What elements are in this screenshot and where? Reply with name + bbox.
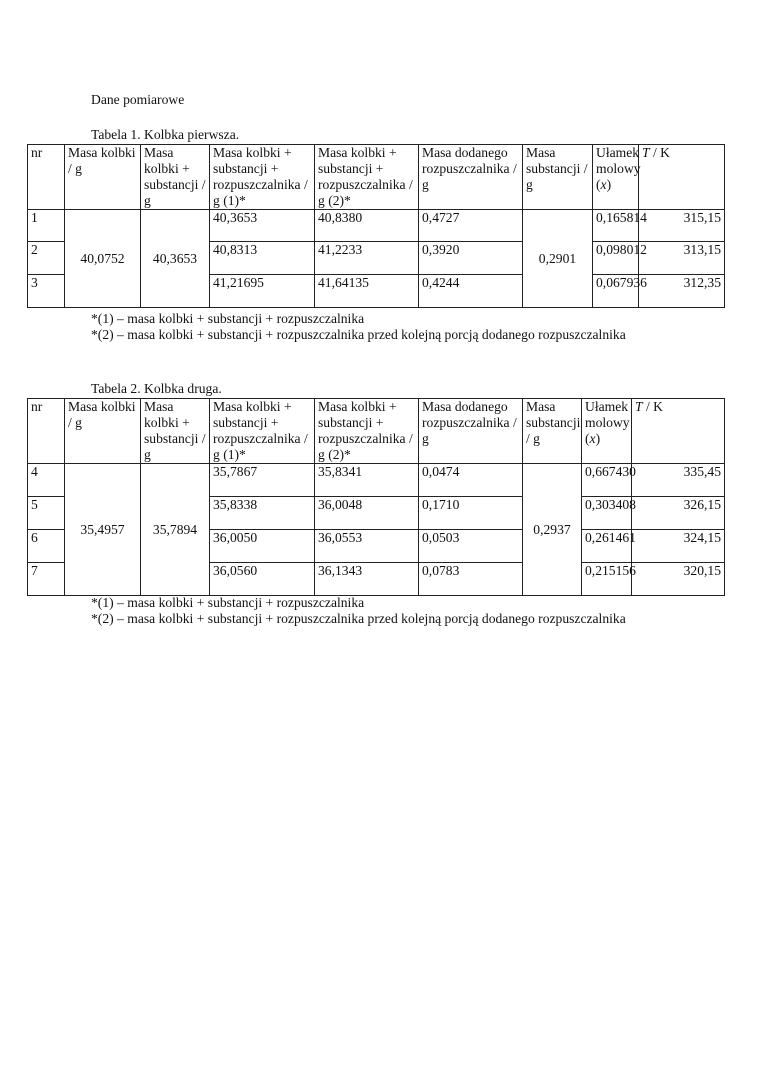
header-masa-kolbki: Masa kolbki / g <box>65 145 141 210</box>
cell-masa-2: 36,1343 <box>315 563 419 596</box>
header-masa-kolbki-substancji: Masa kolbki + substancji / g <box>141 145 210 210</box>
cell-masa-2: 36,0048 <box>315 497 419 530</box>
table1-footnotes <box>91 311 651 343</box>
cell-masa-dodanego: 0,0474 <box>419 464 523 497</box>
cell-masa-dodanego: 0,3920 <box>419 242 523 275</box>
cell-ulamek: 0,098012 <box>593 242 639 275</box>
table-row <box>28 210 725 242</box>
cell-temperature: 313,15 <box>639 242 725 275</box>
footnote-2: *(2) – masa kolbki + substancji + rozpuszczalnika przed kolejną porcją dodanego rozpuszczalnika <box>91 327 626 342</box>
header-ulamek: Ułamek molowy (x) <box>593 145 639 210</box>
cell-masa-substancji: 0,2937 <box>523 464 582 596</box>
cell-ulamek: 0,303408 <box>582 497 632 530</box>
cell-masa-2: 41,2233 <box>315 242 419 275</box>
cell-masa-kolbki-substancji: 40,3653 <box>141 210 210 308</box>
cell-temperature: 335,45 <box>632 464 725 497</box>
header-temperature: T / K <box>632 399 725 464</box>
cell-masa-1: 36,0050 <box>210 530 315 563</box>
cell-masa-dodanego: 0,0783 <box>419 563 523 596</box>
header-masa-2: Masa kolbki + substancji + rozpuszczalnika / g (2)* <box>315 399 419 464</box>
footnote-1: *(1) – masa kolbki + substancji + rozpuszczalnika <box>91 311 365 326</box>
cell-ulamek: 0,667430 <box>582 464 632 497</box>
table2-footnotes <box>91 595 651 627</box>
table2-caption: Tabela 2. Kolbka druga. <box>91 381 222 396</box>
cell-masa-dodanego: 0,0503 <box>419 530 523 563</box>
table1 <box>27 144 725 308</box>
footnote-2: *(2) – masa kolbki + substancji + rozpuszczalnika przed kolejną porcją dodanego rozpuszczalnika <box>91 611 626 626</box>
cell-masa-2: 41,64135 <box>315 275 419 308</box>
cell-masa-1: 35,7867 <box>210 464 315 497</box>
cell-masa-substancji: 0,2901 <box>523 210 593 308</box>
header-ulamek: Ułamek molowy (x) <box>582 399 632 464</box>
cell-masa-1: 36,0560 <box>210 563 315 596</box>
table-row <box>28 464 725 497</box>
cell-masa-1: 35,8338 <box>210 497 315 530</box>
table1-caption: Tabela 1. Kolbka pierwsza. <box>91 127 240 142</box>
header-masa-1: Masa kolbki + substancji + rozpuszczalnika / g (1)* <box>210 399 315 464</box>
cell-temperature: 320,15 <box>632 563 725 596</box>
cell-temperature: 315,15 <box>639 210 725 242</box>
header-masa-2: Masa kolbki + substancji + rozpuszczalnika / g (2)* <box>315 145 419 210</box>
cell-masa-2: 40,8380 <box>315 210 419 242</box>
header-masa-substancji: Masa substancji / g <box>523 145 593 210</box>
table2 <box>27 398 725 596</box>
cell-masa-kolbki-substancji: 35,7894 <box>141 464 210 596</box>
cell-temperature: 324,15 <box>632 530 725 563</box>
cell-masa-kolbki: 40,0752 <box>65 210 141 308</box>
page-heading: Dane pomiarowe <box>91 92 185 107</box>
header-masa-substancji: Masa substancji / g <box>523 399 582 464</box>
cell-nr: 6 <box>28 530 65 563</box>
cell-masa-dodanego: 0,1710 <box>419 497 523 530</box>
table1-header-row <box>28 145 725 210</box>
header-masa-kolbki: Masa kolbki / g <box>65 399 141 464</box>
cell-masa-2: 35,8341 <box>315 464 419 497</box>
cell-masa-1: 40,3653 <box>210 210 315 242</box>
table2-header-row <box>28 399 725 464</box>
header-masa-dodanego: Masa dodanego rozpuszczalnika / g <box>419 145 523 210</box>
cell-nr: 4 <box>28 464 65 497</box>
cell-masa-1: 41,21695 <box>210 275 315 308</box>
cell-ulamek: 0,261461 <box>582 530 632 563</box>
header-nr: nr <box>28 399 65 464</box>
header-masa-1: Masa kolbki + substancji + rozpuszczalnika / g (1)* <box>210 145 315 210</box>
cell-ulamek: 0,165814 <box>593 210 639 242</box>
header-masa-kolbki-substancji: Masa kolbki + substancji / g <box>141 399 210 464</box>
cell-masa-1: 40,8313 <box>210 242 315 275</box>
cell-masa-dodanego: 0,4244 <box>419 275 523 308</box>
cell-nr: 3 <box>28 275 65 308</box>
cell-nr: 2 <box>28 242 65 275</box>
header-nr: nr <box>28 145 65 210</box>
cell-masa-2: 36,0553 <box>315 530 419 563</box>
cell-ulamek: 0,067936 <box>593 275 639 308</box>
header-masa-dodanego: Masa dodanego rozpuszczalnika / g <box>419 399 523 464</box>
cell-ulamek: 0,215156 <box>582 563 632 596</box>
cell-nr: 1 <box>28 210 65 242</box>
cell-temperature: 312,35 <box>639 275 725 308</box>
cell-nr: 5 <box>28 497 65 530</box>
cell-masa-dodanego: 0,4727 <box>419 210 523 242</box>
header-temperature: T / K <box>639 145 725 210</box>
cell-nr: 7 <box>28 563 65 596</box>
cell-masa-kolbki: 35,4957 <box>65 464 141 596</box>
cell-temperature: 326,15 <box>632 497 725 530</box>
footnote-1: *(1) – masa kolbki + substancji + rozpuszczalnika <box>91 595 365 610</box>
